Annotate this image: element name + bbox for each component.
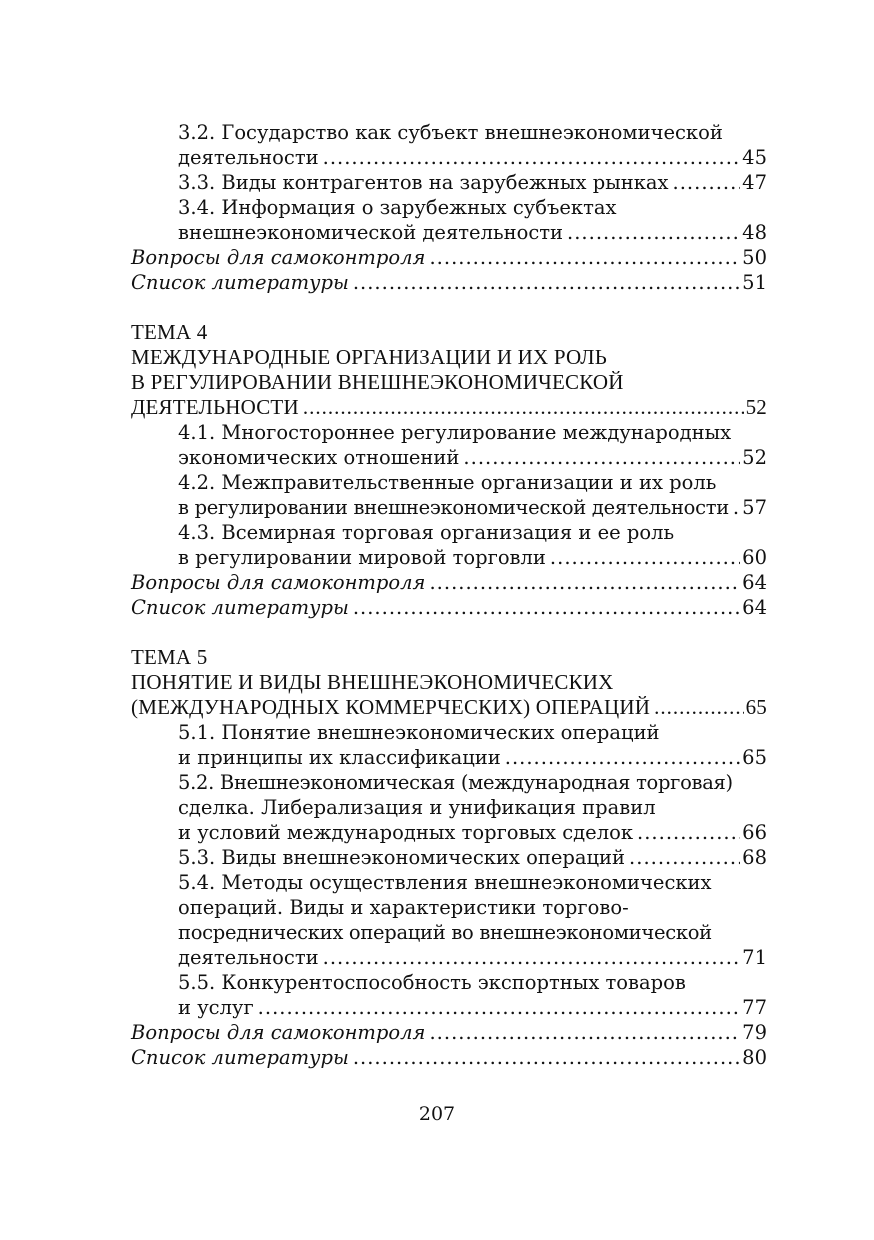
- toc-entry-text: внешнеэкономической деятельности: [178, 221, 564, 244]
- toc-entry-5-2: [131, 770, 767, 845]
- dot-leader: [505, 745, 740, 770]
- toc-entry-text: и условий международных торговых сделок: [178, 821, 634, 844]
- toc-entry-text: Список литературы: [131, 1046, 349, 1069]
- dot-leader: [323, 945, 741, 970]
- page-ref: 77: [742, 996, 767, 1019]
- toc-entry-text: в регулировании мировой торговли: [178, 546, 546, 569]
- toc-entry-text: 5.4. Методы осуществления внешнеэкономических: [178, 871, 712, 894]
- toc-entry-text: и принципы их классификации: [178, 746, 501, 769]
- page-ref: 57: [742, 496, 767, 519]
- dot-leader: [323, 145, 741, 170]
- toc-entry-4-2: [131, 470, 767, 520]
- toc-entry-5-4: [131, 870, 767, 970]
- page-ref: 64: [742, 571, 767, 594]
- theme-title: В РЕГУЛИРОВАНИИ ВНЕШНЕЭКОНОМИЧЕСКОЙ: [131, 370, 624, 394]
- toc-entry-text: Вопросы для самоконтроля: [131, 246, 426, 269]
- toc-entry-text: Вопросы для самоконтроля: [131, 571, 426, 594]
- toc-entry-3-2: [131, 120, 767, 170]
- dot-leader: [654, 695, 743, 720]
- toc-entry-text: сделка. Либерализация и унификация правил: [178, 796, 656, 819]
- toc-theme-4: [131, 320, 767, 420]
- theme-title: ДЕЯТЕЛЬНОСТИ: [131, 395, 299, 419]
- theme-title: ПОНЯТИЕ И ВИДЫ ВНЕШНЕЭКОНОМИЧЕСКИХ: [131, 670, 614, 694]
- toc-entry-text: 5.2. Внешнеэкономическая (международная торговая): [178, 771, 733, 794]
- toc-entry-3-4: [131, 195, 767, 245]
- toc-entry-5-5: [131, 970, 767, 1020]
- toc-entry-text: деятельности: [178, 146, 319, 169]
- toc-entry-text: 5.5. Конкурентоспособность экспортных товаров: [178, 971, 686, 994]
- theme-title: МЕЖДУНАРОДНЫЕ ОРГАНИЗАЦИИ И ИХ РОЛЬ: [131, 345, 608, 369]
- toc-entry-text: посреднических операций во внешнеэкономической: [178, 921, 712, 944]
- toc-entry-text: Список литературы: [131, 271, 349, 294]
- toc-entry-5-3: [131, 845, 767, 870]
- toc-literature-3: [131, 270, 767, 295]
- toc-entry-text: в регулировании внешнеэкономической деятельности: [178, 496, 729, 519]
- toc-entry-4-3: [131, 520, 767, 570]
- toc-entry-4-1: [131, 420, 767, 470]
- toc-entry-text: 4.1. Многостороннее регулирование международных: [178, 421, 732, 444]
- dot-leader: [550, 545, 740, 570]
- dot-leader: [258, 995, 741, 1020]
- page-ref: 50: [742, 246, 767, 269]
- dot-leader: [567, 220, 740, 245]
- page-ref: 68: [742, 846, 767, 869]
- toc-questions-5: [131, 1020, 767, 1045]
- page-ref: 47: [742, 171, 767, 194]
- toc-entry-text: деятельности: [178, 946, 319, 969]
- dot-leader: [629, 845, 740, 870]
- page-ref: 60: [742, 546, 767, 569]
- theme-label: ТЕМА 4: [131, 320, 208, 344]
- page-ref: 80: [742, 1046, 767, 1069]
- toc-entry-text: 3.3. Виды контрагентов на зарубежных рынках: [178, 171, 669, 194]
- toc-entry-5-1: [131, 720, 767, 770]
- table-of-contents: [131, 120, 767, 1070]
- page-ref: 45: [742, 146, 767, 169]
- dot-leader: [673, 170, 741, 195]
- page-ref: 48: [742, 221, 767, 244]
- page-ref: 52: [745, 395, 767, 419]
- page-ref: 71: [742, 946, 767, 969]
- toc-entry-text: операций. Виды и характеристики торгово-: [178, 896, 629, 919]
- toc-entry-text: 4.2. Межправительственные организации и их роль: [178, 471, 717, 494]
- toc-questions-4: [131, 570, 767, 595]
- toc-entry-text: Список литературы: [131, 596, 349, 619]
- dot-leader: [353, 270, 740, 295]
- page-ref: 64: [742, 596, 767, 619]
- page-ref: 66: [742, 821, 767, 844]
- theme-title: (МЕЖДУНАРОДНЫХ КОММЕРЧЕСКИХ) ОПЕРАЦИЙ: [131, 695, 651, 719]
- theme-label: ТЕМА 5: [131, 645, 208, 669]
- toc-entry-text: и услуг: [178, 996, 254, 1019]
- dot-leader: [637, 820, 740, 845]
- toc-entry-3-3: [131, 170, 767, 195]
- page-ref: 52: [742, 446, 767, 469]
- toc-entry-text: 3.4. Информация о зарубежных субъектах: [178, 196, 617, 219]
- toc-entry-text: 5.3. Виды внешнеэкономических операций: [178, 846, 626, 869]
- toc-entry-text: 4.3. Всемирная торговая организация и ее роль: [178, 521, 675, 544]
- toc-literature-5: [131, 1045, 767, 1070]
- dot-leader: [429, 1020, 740, 1045]
- page-ref: 65: [742, 746, 767, 769]
- toc-entry-text: Вопросы для самоконтроля: [131, 1021, 426, 1044]
- toc-entry-text: экономических отношений: [178, 446, 460, 469]
- page-number: 207: [418, 1103, 456, 1125]
- page-ref: 65: [745, 695, 767, 719]
- page-ref: 51: [742, 271, 767, 294]
- toc-literature-4: [131, 595, 767, 620]
- dot-leader: [353, 1045, 740, 1070]
- toc-questions-3: [131, 245, 767, 270]
- toc-theme-5: [131, 645, 767, 720]
- dot-leader: [429, 245, 740, 270]
- page-ref: 79: [742, 1021, 767, 1044]
- dot-leader: [303, 395, 744, 420]
- dot-leader: [733, 495, 740, 520]
- dot-leader: [463, 445, 740, 470]
- toc-entry-text: 3.2. Государство как субъект внешнеэкономической: [178, 121, 723, 144]
- toc-entry-text: 5.1. Понятие внешнеэкономических операций: [178, 721, 660, 744]
- dot-leader: [353, 595, 740, 620]
- dot-leader: [429, 570, 740, 595]
